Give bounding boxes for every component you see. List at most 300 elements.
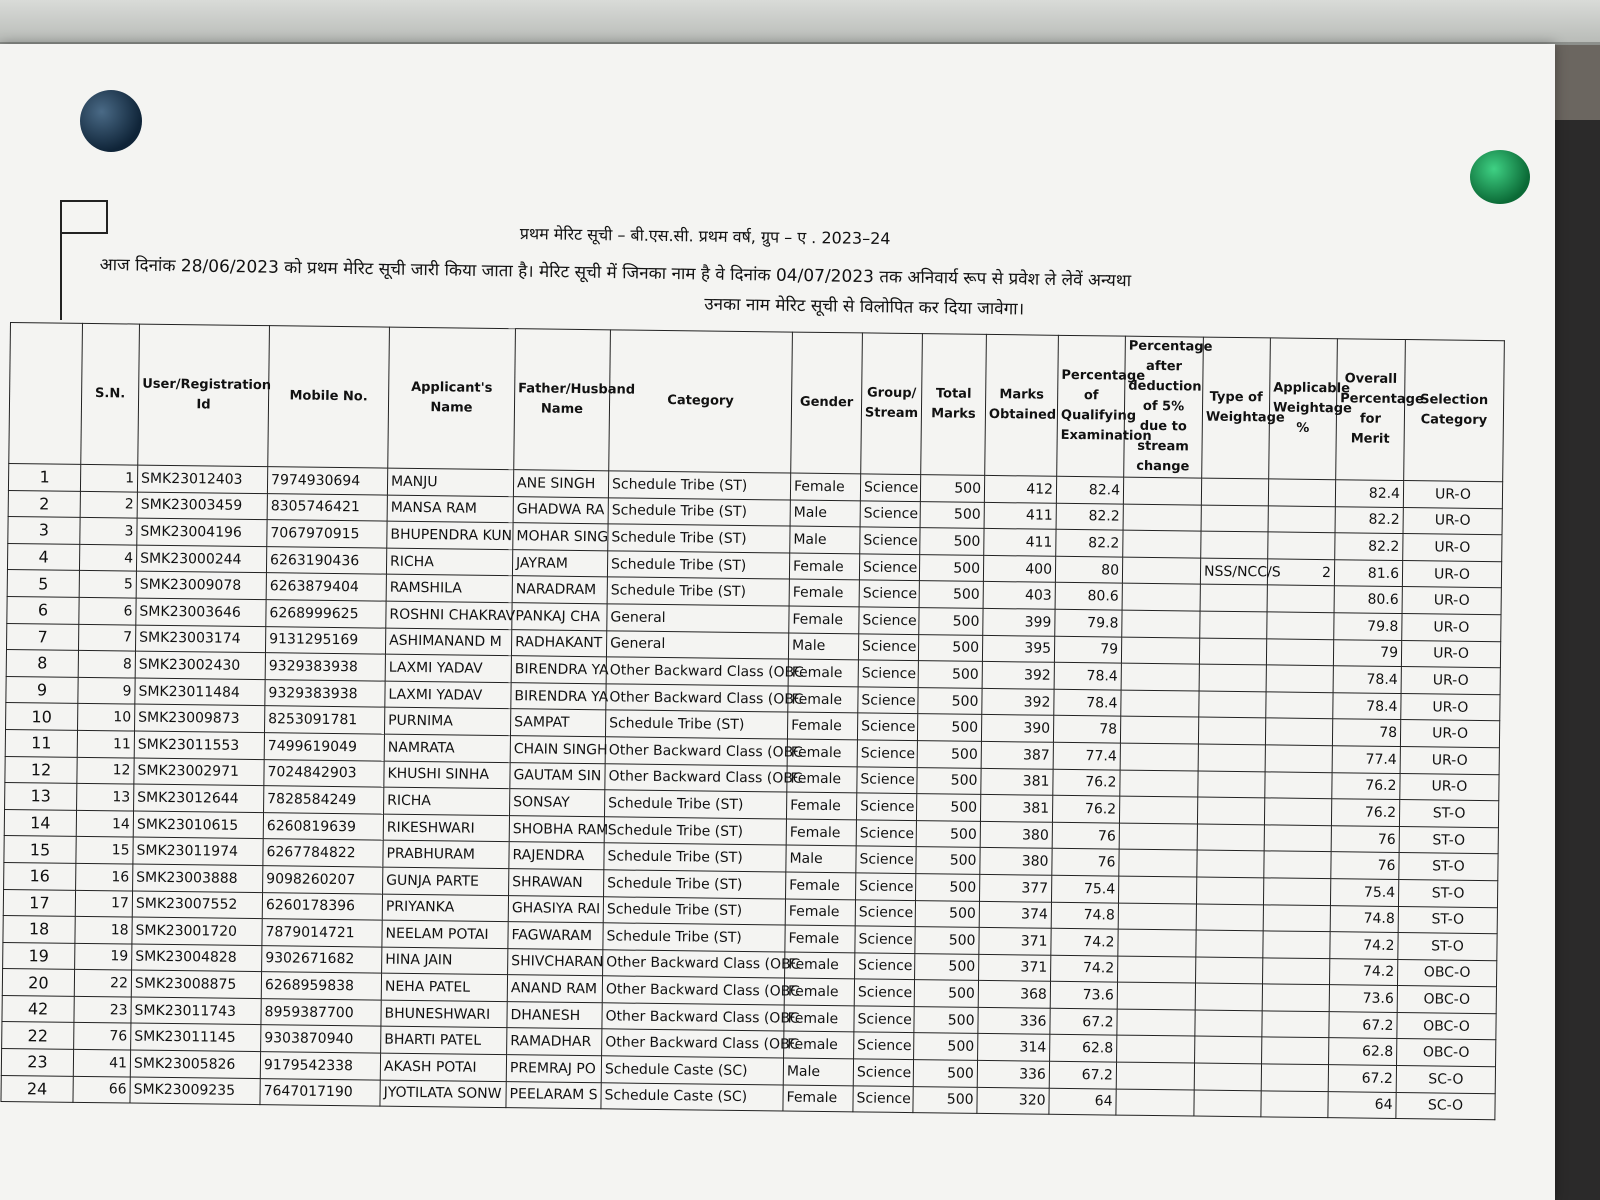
cell-overall-pct: 62.8 bbox=[1329, 1038, 1397, 1065]
cell-mobile: 6263879404 bbox=[266, 573, 386, 601]
cell-weightage-type bbox=[1198, 744, 1265, 771]
cell-father-name: SHOBHA RAM bbox=[509, 815, 604, 843]
cell-overall-pct: 73.6 bbox=[1329, 985, 1397, 1012]
col-header-overall: Overall Percentage for Merit bbox=[1336, 339, 1406, 481]
cell-total-marks: 500 bbox=[919, 554, 983, 581]
notice-line-2: उनका नाम मेरिट सूची से विलोपित कर दिया जावेगा। bbox=[704, 294, 1025, 320]
cell-gender: Female bbox=[785, 925, 855, 952]
cell-gender: Female bbox=[786, 872, 856, 899]
cell-mobile: 6260819639 bbox=[263, 812, 383, 840]
cell-marks-obtained: 336 bbox=[978, 1007, 1050, 1034]
cell-weightage-pct bbox=[1265, 718, 1332, 745]
cell-pct-qualifying: 67.2 bbox=[1050, 1008, 1117, 1035]
merit-table-container bbox=[0, 322, 1504, 1120]
cell-gender: Female bbox=[786, 792, 856, 819]
col-header-father: Father/Husband Name bbox=[514, 329, 611, 471]
cell-weightage-pct bbox=[1265, 771, 1332, 798]
cell-category: Schedule Caste (SC) bbox=[601, 1056, 783, 1085]
cell-stream: Science bbox=[860, 474, 920, 501]
cell-reg-id: SMK23011484 bbox=[135, 678, 265, 706]
cell-total-marks: 500 bbox=[917, 767, 981, 794]
cell-father-name: GAUTAM SIN bbox=[510, 762, 605, 790]
cell-sn: 6 bbox=[79, 597, 136, 624]
cell-gender: Female bbox=[784, 1031, 854, 1058]
cell-weightage-pct bbox=[1268, 532, 1335, 559]
cell-category: Other Backward Class (OBC bbox=[602, 1003, 784, 1032]
cell-selection-category: UR-O bbox=[1402, 560, 1501, 588]
cell-father-name: PANKAJ CHA bbox=[512, 603, 607, 631]
cell-category: Other Backward Class (OBC bbox=[603, 949, 785, 978]
cell-row-index: 23 bbox=[1, 1049, 73, 1076]
cell-pct-after-deduction bbox=[1121, 663, 1199, 691]
cell-row-index: 17 bbox=[3, 889, 75, 916]
cell-overall-pct: 78 bbox=[1332, 719, 1400, 746]
cell-marks-obtained: 399 bbox=[983, 608, 1055, 635]
cell-overall-pct: 76.2 bbox=[1332, 772, 1400, 799]
cell-pct-qualifying: 74.2 bbox=[1051, 955, 1118, 982]
cell-stream: Science bbox=[860, 527, 920, 554]
cell-pct-after-deduction bbox=[1116, 1089, 1194, 1117]
cell-marks-obtained: 336 bbox=[977, 1060, 1049, 1087]
cell-reg-id: SMK23004828 bbox=[132, 944, 262, 972]
cell-pct-after-deduction bbox=[1117, 982, 1195, 1010]
col-header-total: Total Marks bbox=[921, 334, 987, 476]
cell-reg-id: SMK23003888 bbox=[133, 864, 263, 892]
cell-sn: 12 bbox=[77, 757, 134, 784]
cell-pct-qualifying: 67.2 bbox=[1049, 1061, 1116, 1088]
cell-row-index: 18 bbox=[3, 916, 75, 943]
cell-selection-category: OBC-O bbox=[1397, 986, 1496, 1014]
cell-stream: Science bbox=[854, 979, 914, 1006]
cell-total-marks: 500 bbox=[916, 847, 980, 874]
cell-weightage-type bbox=[1198, 717, 1265, 744]
cell-selection-category: OBC-O bbox=[1397, 1039, 1496, 1067]
cell-weightage-type bbox=[1198, 771, 1265, 798]
col-header-index bbox=[9, 323, 83, 465]
cell-marks-obtained: 314 bbox=[978, 1034, 1050, 1061]
cell-marks-obtained: 392 bbox=[982, 688, 1054, 715]
cell-total-marks: 500 bbox=[918, 661, 982, 688]
cell-applicant-name: MANJU bbox=[387, 468, 513, 496]
cell-selection-category: OBC-O bbox=[1397, 959, 1496, 987]
cell-weightage-type bbox=[1197, 797, 1264, 824]
cell-applicant-name: RIKESHWARI bbox=[383, 814, 509, 842]
cell-selection-category: ST-O bbox=[1399, 853, 1498, 881]
cell-pct-qualifying: 73.6 bbox=[1050, 982, 1117, 1009]
cell-row-index: 8 bbox=[6, 650, 78, 677]
cell-category: Other Backward Class (OBC bbox=[602, 976, 784, 1005]
cell-weightage-pct bbox=[1266, 638, 1333, 665]
cell-pct-after-deduction bbox=[1118, 929, 1196, 957]
cell-overall-pct: 81.6 bbox=[1334, 559, 1402, 586]
cell-father-name: ANAND RAM bbox=[507, 975, 602, 1003]
cell-mobile: 7024842903 bbox=[264, 759, 384, 787]
cell-reg-id: SMK23001720 bbox=[132, 917, 262, 945]
cell-father-name: MOHAR SING bbox=[513, 523, 608, 551]
cell-mobile: 7974930694 bbox=[267, 467, 387, 495]
cell-sn: 10 bbox=[78, 704, 135, 731]
cell-sn: 3 bbox=[80, 518, 137, 545]
cell-weightage-pct bbox=[1265, 745, 1332, 772]
cell-weightage-pct bbox=[1263, 958, 1330, 985]
cell-stream: Science bbox=[855, 953, 915, 980]
cell-weightage-type: NSS/NCC/S bbox=[1200, 558, 1267, 585]
cell-reg-id: SMK23007552 bbox=[132, 891, 262, 919]
cell-row-index: 12 bbox=[5, 756, 77, 783]
cell-gender: Female bbox=[785, 899, 855, 926]
col-header-sn: S.N. bbox=[81, 323, 140, 465]
cell-selection-category: ST-O bbox=[1399, 800, 1498, 828]
cell-category: Schedule Tribe (ST) bbox=[605, 710, 787, 739]
cell-sn: 41 bbox=[73, 1049, 130, 1076]
cell-total-marks: 500 bbox=[916, 820, 980, 847]
cell-reg-id: SMK23002430 bbox=[135, 651, 265, 679]
cell-weightage-type bbox=[1195, 983, 1262, 1010]
cell-total-marks: 500 bbox=[916, 794, 980, 821]
cell-stream: Science bbox=[858, 660, 918, 687]
cell-pct-qualifying: 74.8 bbox=[1051, 902, 1118, 929]
cell-marks-obtained: 371 bbox=[979, 954, 1051, 981]
cell-sn: 5 bbox=[79, 571, 136, 598]
cell-gender: Male bbox=[790, 526, 860, 553]
cell-pct-qualifying: 76 bbox=[1052, 822, 1119, 849]
cell-stream: Science bbox=[857, 740, 917, 767]
cell-total-marks: 500 bbox=[920, 475, 984, 502]
cell-category: Schedule Tribe (ST) bbox=[608, 471, 790, 500]
cell-sn: 13 bbox=[77, 783, 134, 810]
cell-weightage-type bbox=[1196, 877, 1263, 904]
cell-category: Schedule Tribe (ST) bbox=[603, 923, 785, 952]
cell-selection-category: UR-O bbox=[1401, 640, 1500, 668]
cell-selection-category: UR-O bbox=[1400, 720, 1499, 748]
col-header-pct-after: Percentage after deduction of 5% due to stream change bbox=[1124, 336, 1204, 478]
cell-weightage-pct bbox=[1267, 612, 1334, 639]
cell-gender: Female bbox=[789, 606, 859, 633]
cell-gender: Female bbox=[784, 1005, 854, 1032]
cell-pct-after-deduction bbox=[1120, 770, 1198, 798]
cell-reg-id: SMK23003174 bbox=[135, 625, 265, 653]
cell-pct-after-deduction bbox=[1121, 690, 1199, 718]
cell-overall-pct: 80.6 bbox=[1334, 586, 1402, 613]
cell-weightage-type bbox=[1201, 478, 1268, 505]
cell-mobile: 9179542338 bbox=[260, 1052, 380, 1080]
cell-selection-category: UR-O bbox=[1402, 587, 1501, 615]
cell-stream: Science bbox=[854, 1032, 914, 1059]
cell-row-index: 16 bbox=[4, 862, 76, 889]
cell-pct-after-deduction bbox=[1119, 849, 1197, 877]
cell-total-marks: 500 bbox=[918, 687, 982, 714]
cell-mobile: 9131295169 bbox=[265, 626, 385, 654]
cell-pct-qualifying: 80.6 bbox=[1055, 583, 1122, 610]
cell-category: Other Backward Class (OBC bbox=[606, 657, 788, 686]
cell-marks-obtained: 377 bbox=[980, 874, 1052, 901]
cell-pct-qualifying: 76.2 bbox=[1052, 795, 1119, 822]
cell-father-name: SHRAWAN bbox=[509, 869, 604, 897]
cell-selection-category: UR-O bbox=[1403, 534, 1502, 562]
cell-reg-id: SMK23008875 bbox=[131, 970, 261, 998]
cell-sn: 4 bbox=[79, 544, 136, 571]
cell-pct-qualifying: 82.4 bbox=[1056, 476, 1123, 503]
cell-pct-qualifying: 82.2 bbox=[1056, 503, 1123, 530]
cell-total-marks: 500 bbox=[914, 1033, 978, 1060]
cell-weightage-type bbox=[1200, 611, 1267, 638]
cell-weightage-type bbox=[1200, 584, 1267, 611]
border-line bbox=[60, 230, 62, 320]
cell-overall-pct: 74.2 bbox=[1329, 958, 1397, 985]
cell-weightage-type bbox=[1197, 850, 1264, 877]
cell-gender: Female bbox=[788, 659, 858, 686]
cell-weightage-type bbox=[1199, 691, 1266, 718]
page-title: प्रथम मेरिट सूची – बी.एस.सी. प्रथम वर्ष, ग्रुप – ए . 2023–24 bbox=[519, 223, 891, 249]
cell-total-marks: 500 bbox=[915, 953, 979, 980]
cell-stream: Science bbox=[857, 713, 917, 740]
cell-row-index: 9 bbox=[6, 676, 78, 703]
cell-category: Schedule Tribe (ST) bbox=[604, 870, 786, 899]
cell-mobile: 6268999625 bbox=[266, 600, 386, 628]
cell-row-index: 7 bbox=[6, 623, 78, 650]
cell-category: Schedule Tribe (ST) bbox=[608, 497, 790, 526]
cell-weightage-type bbox=[1199, 638, 1266, 665]
cell-overall-pct: 82.2 bbox=[1335, 533, 1403, 560]
cell-sn: 16 bbox=[76, 863, 133, 890]
cell-total-marks: 500 bbox=[920, 528, 984, 555]
cell-total-marks: 500 bbox=[920, 501, 984, 528]
cell-stream: Science bbox=[858, 687, 918, 714]
cell-category: Schedule Tribe (ST) bbox=[608, 524, 790, 553]
cell-pct-after-deduction bbox=[1122, 557, 1200, 585]
cell-row-index: 11 bbox=[5, 729, 77, 756]
cell-total-marks: 500 bbox=[915, 900, 979, 927]
cell-applicant-name: JYOTILATA SONW bbox=[380, 1080, 506, 1108]
cell-marks-obtained: 371 bbox=[979, 927, 1051, 954]
cell-stream: Science bbox=[858, 633, 918, 660]
cell-father-name: SHIVCHARAN bbox=[508, 948, 603, 976]
cell-total-marks: 500 bbox=[919, 581, 983, 608]
cell-applicant-name: HINA JAIN bbox=[382, 947, 508, 975]
cell-sn: 22 bbox=[74, 970, 131, 997]
col-header-stream: Group/ Stream bbox=[861, 333, 923, 475]
cell-applicant-name: MANSA RAM bbox=[387, 495, 513, 523]
cell-pct-after-deduction bbox=[1116, 1062, 1194, 1090]
cell-father-name: GHASIYA RAI bbox=[508, 895, 603, 923]
cell-applicant-name: NEELAM POTAI bbox=[382, 920, 508, 948]
notice-line-1: आज दिनांक 28/06/2023 को प्रथम मेरिट सूची जारी किया जाता है। मेरिट सूची में जिनका नाम है वे दिनांक 04/07/2023 तक अनिवार्य रूप से प्रवेश ले लेवें अन्यथा bbox=[99, 254, 1132, 292]
cell-pct-after-deduction bbox=[1122, 610, 1200, 638]
cell-mobile: 7647017190 bbox=[260, 1078, 380, 1106]
cell-row-index: 1 bbox=[8, 463, 80, 490]
cell-weightage-type bbox=[1196, 904, 1263, 931]
cell-marks-obtained: 387 bbox=[981, 741, 1053, 768]
cell-stream: Science bbox=[856, 846, 916, 873]
cell-total-marks: 500 bbox=[919, 608, 983, 635]
cell-overall-pct: 76 bbox=[1331, 852, 1399, 879]
cell-total-marks: 500 bbox=[915, 927, 979, 954]
cell-pct-qualifying: 78.4 bbox=[1054, 689, 1121, 716]
cell-father-name: BIRENDRA YA bbox=[511, 656, 606, 684]
cell-weightage-pct bbox=[1263, 931, 1330, 958]
cell-pct-qualifying: 78 bbox=[1053, 716, 1120, 743]
cell-pct-qualifying: 75.4 bbox=[1051, 875, 1118, 902]
cell-reg-id: SMK23009873 bbox=[135, 704, 265, 732]
cell-pct-qualifying: 82.2 bbox=[1056, 529, 1123, 556]
cell-overall-pct: 78.4 bbox=[1333, 692, 1401, 719]
cell-weightage-pct bbox=[1264, 825, 1331, 852]
cell-weightage-type bbox=[1201, 505, 1268, 532]
cell-selection-category: ST-O bbox=[1398, 906, 1497, 934]
cell-selection-category: OBC-O bbox=[1397, 1012, 1496, 1040]
cell-mobile: 8959387700 bbox=[261, 998, 381, 1026]
cell-pct-after-deduction bbox=[1118, 903, 1196, 931]
cell-category: Schedule Caste (SC) bbox=[601, 1082, 783, 1111]
cell-weightage-pct bbox=[1264, 798, 1331, 825]
cell-sn: 66 bbox=[73, 1076, 130, 1103]
cell-applicant-name: LAXMI YADAV bbox=[385, 654, 511, 682]
cell-pct-qualifying: 64 bbox=[1049, 1088, 1116, 1115]
cell-stream: Science bbox=[854, 1006, 914, 1033]
cell-mobile: 9303870940 bbox=[261, 1025, 381, 1053]
col-header-category: Category bbox=[609, 330, 793, 473]
cell-weightage-pct bbox=[1268, 505, 1335, 532]
cell-row-index: 13 bbox=[5, 783, 77, 810]
cell-gender: Female bbox=[787, 766, 857, 793]
cell-overall-pct: 79.8 bbox=[1334, 613, 1402, 640]
cell-selection-category: UR-O bbox=[1401, 667, 1500, 695]
cell-total-marks: 500 bbox=[917, 714, 981, 741]
cell-overall-pct: 76.2 bbox=[1331, 799, 1399, 826]
cell-overall-pct: 67.2 bbox=[1329, 1012, 1397, 1039]
cell-row-index: 10 bbox=[6, 703, 78, 730]
cell-father-name: SAMPAT bbox=[510, 709, 605, 737]
col-header-selection: Selection Category bbox=[1404, 340, 1505, 482]
cell-applicant-name: ASHIMANAND M bbox=[385, 628, 511, 656]
cell-father-name: ANE SINGH bbox=[513, 470, 608, 498]
cell-category: Schedule Tribe (ST) bbox=[607, 551, 789, 580]
cell-sn: 9 bbox=[78, 677, 135, 704]
cell-applicant-name: BHARTI PATEL bbox=[381, 1027, 507, 1055]
cell-applicant-name: LAXMI YADAV bbox=[385, 681, 511, 709]
cell-pct-after-deduction bbox=[1118, 876, 1196, 904]
cell-sn: 23 bbox=[74, 996, 131, 1023]
cell-applicant-name: BHUNESHWARI bbox=[381, 1000, 507, 1028]
cell-mobile: 6267784822 bbox=[263, 839, 383, 867]
cell-overall-pct: 74.8 bbox=[1330, 905, 1398, 932]
cell-gender: Male bbox=[786, 845, 856, 872]
cell-father-name: RADHAKANT bbox=[511, 629, 606, 657]
cell-marks-obtained: 380 bbox=[980, 848, 1052, 875]
cell-reg-id: SMK23010615 bbox=[133, 811, 263, 839]
cell-weightage-type bbox=[1194, 1063, 1261, 1090]
cell-sn: 76 bbox=[74, 1023, 131, 1050]
cell-applicant-name: PRIYANKA bbox=[382, 894, 508, 922]
cell-stream: Science bbox=[853, 1059, 913, 1086]
cell-pct-qualifying: 76.2 bbox=[1053, 769, 1120, 796]
cell-reg-id: SMK23000244 bbox=[136, 545, 266, 573]
cell-total-marks: 500 bbox=[914, 980, 978, 1007]
cell-weightage-pct bbox=[1266, 665, 1333, 692]
cell-reg-id: SMK23009235 bbox=[130, 1077, 260, 1105]
cell-sn: 7 bbox=[78, 624, 135, 651]
cell-father-name: PEELARAM S bbox=[506, 1081, 601, 1109]
col-header-reg-id: User/Registration Id bbox=[138, 324, 270, 467]
cell-pct-qualifying: 76 bbox=[1052, 849, 1119, 876]
cell-row-index: 2 bbox=[8, 490, 80, 517]
cell-sn: 11 bbox=[77, 730, 134, 757]
cell-category: Other Backward Class (OBC bbox=[602, 1029, 784, 1058]
cell-marks-obtained: 395 bbox=[982, 635, 1054, 662]
cell-mobile: 8253091781 bbox=[265, 706, 385, 734]
cell-sn: 17 bbox=[75, 890, 132, 917]
cell-category: Other Backward Class (OBC bbox=[605, 763, 787, 792]
cell-weightage-pct bbox=[1263, 904, 1330, 931]
cell-marks-obtained: 380 bbox=[980, 821, 1052, 848]
cell-category: Other Backward Class (OBC bbox=[606, 684, 788, 713]
cell-selection-category: UR-O bbox=[1400, 773, 1499, 801]
cell-sn: 15 bbox=[76, 837, 133, 864]
cell-pct-qualifying: 74.2 bbox=[1051, 928, 1118, 955]
cell-row-index: 5 bbox=[7, 570, 79, 597]
cell-mobile: 7067970915 bbox=[267, 520, 387, 548]
cell-reg-id: SMK23011553 bbox=[134, 731, 264, 759]
cell-gender: Female bbox=[784, 978, 854, 1005]
cell-mobile: 8305746421 bbox=[267, 493, 387, 521]
cell-applicant-name: NAMRATA bbox=[384, 734, 510, 762]
cell-pct-after-deduction bbox=[1122, 583, 1200, 611]
cell-applicant-name: BHUPENDRA KUN bbox=[387, 521, 513, 549]
cell-stream: Science bbox=[856, 873, 916, 900]
cell-father-name: GHADWA RA bbox=[513, 496, 608, 524]
cell-overall-pct: 82.4 bbox=[1335, 480, 1403, 507]
cell-weightage-pct bbox=[1266, 692, 1333, 719]
cell-category: Schedule Tribe (ST) bbox=[607, 577, 789, 606]
cell-weightage-pct bbox=[1268, 479, 1335, 506]
cell-row-index: 42 bbox=[2, 995, 74, 1022]
cell-applicant-name: PURNIMA bbox=[384, 707, 510, 735]
cell-pct-after-deduction bbox=[1123, 477, 1201, 505]
cell-reg-id: SMK23005826 bbox=[130, 1050, 260, 1078]
cell-mobile: 7828584249 bbox=[264, 786, 384, 814]
cell-weightage-pct: 2 bbox=[1267, 559, 1334, 586]
col-header-name: Applicant's Name bbox=[388, 327, 516, 470]
cell-weightage-type bbox=[1201, 531, 1268, 558]
cell-stream: Science bbox=[856, 820, 916, 847]
cell-selection-category: UR-O bbox=[1403, 481, 1502, 509]
cell-marks-obtained: 368 bbox=[978, 981, 1050, 1008]
cell-stream: Science bbox=[857, 766, 917, 793]
cell-marks-obtained: 374 bbox=[979, 901, 1051, 928]
cell-marks-obtained: 381 bbox=[981, 768, 1053, 795]
cell-row-index: 20 bbox=[2, 969, 74, 996]
cell-applicant-name: RICHA bbox=[386, 548, 512, 576]
cell-father-name: RAJENDRA bbox=[509, 842, 604, 870]
cell-mobile: 6268959838 bbox=[261, 972, 381, 1000]
cell-overall-pct: 74.2 bbox=[1330, 932, 1398, 959]
cell-row-index: 15 bbox=[4, 836, 76, 863]
cell-selection-category: UR-O bbox=[1400, 746, 1499, 774]
cell-applicant-name: ROSHNI CHAKRAV bbox=[386, 601, 512, 629]
blue-pushpin-icon bbox=[80, 90, 142, 152]
cell-gender: Female bbox=[786, 819, 856, 846]
cell-weightage-pct bbox=[1262, 1037, 1329, 1064]
cell-mobile: 6263190436 bbox=[266, 546, 386, 574]
col-header-gender: Gender bbox=[791, 332, 863, 474]
cell-pct-qualifying: 80 bbox=[1055, 556, 1122, 583]
cell-weightage-pct bbox=[1262, 1011, 1329, 1038]
cell-marks-obtained: 320 bbox=[977, 1087, 1049, 1114]
cell-stream: Science bbox=[859, 554, 919, 581]
cell-weightage-type bbox=[1194, 1090, 1261, 1117]
cell-total-marks: 500 bbox=[913, 1060, 977, 1087]
cell-pct-after-deduction bbox=[1117, 1009, 1195, 1037]
